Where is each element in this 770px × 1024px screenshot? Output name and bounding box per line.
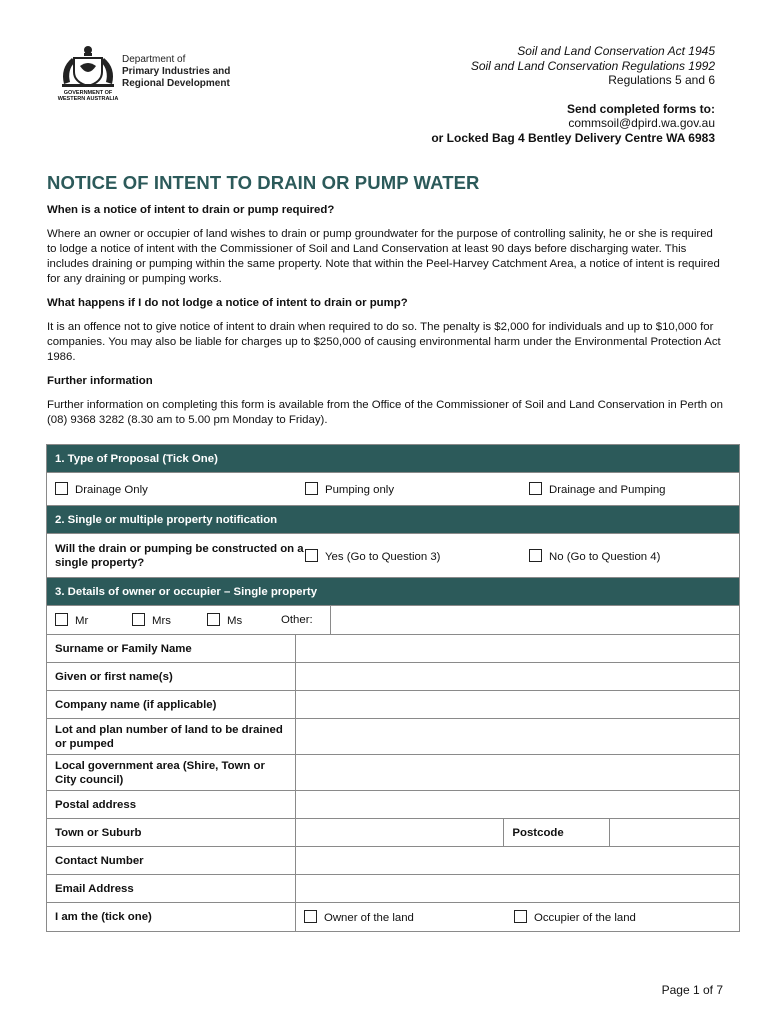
postcode-label: Postcode (504, 819, 610, 847)
no-checkbox[interactable] (529, 549, 542, 562)
answer-when-required: Where an owner or occupier of land wishes to drain or pump groundwater for the purpose of controlling salinity, he or she is required to lodge a notice of intent with the Commissioner of Soil and Land Conservation at least 90 days before discharging water. This includes draining or pumping within the same property. Note that within the Peel-Harvey Catchment Area, a notice of intent is required for any draining or pumping works. (47, 228, 720, 285)
regulations-name: Soil and Land Conservation Regulations 1992 (470, 58, 715, 73)
further-info-heading: Further information (47, 375, 153, 387)
page-title: NOTICE OF INTENT TO DRAIN OR PUMP WATER (47, 172, 480, 193)
further-info-text: Further information on completing this form is available from the Office of the Commissioner of Soil and Land Conservation in Perth on (08) 9368 3282 (8.30 am to 5.00 pm Monday to Friday). (47, 399, 723, 426)
notice-form: 1. Type of Proposal (Tick One) Drainage Only Pumping only Drainage and Pumping 2. Single or multiple property notification Will the drain or pumping be constructed on a single property? Yes (Go to Question 3) No (Go to Question 4) 3. Details of owner or occupier – Single property Mr Mrs Ms Other: Surname or Family Name Given or first name(s) Company name (if applicable) Lot and plan number of land to be drained or pumped Local government area (Shire, Town or City council) Postal address Town or Suburb Postcode Contact Number Email Address I am the (tick one) Owner of the land Occupier of the land (46, 444, 740, 932)
drainage-and-pumping-checkbox[interactable] (529, 482, 542, 495)
mrs-checkbox[interactable] (132, 613, 145, 626)
intro-text (47, 203, 723, 437)
pumping-only-checkbox[interactable] (305, 482, 318, 495)
town-label: Town or Suburb (47, 819, 296, 847)
i-am-label: I am the (tick one) (47, 903, 296, 932)
question-penalty: What happens if I do not lodge a notice of intent to drain or pump? (47, 297, 408, 309)
postal-bag: or Locked Bag 4 Bentley Delivery Centre WA 6983 (431, 130, 715, 145)
send-label: Send completed forms to: (566, 101, 715, 116)
mr-checkbox[interactable] (55, 613, 68, 626)
question-when-required: When is a notice of intent to drain or pump required? (47, 204, 335, 216)
section1-heading: 1. Type of Proposal (Tick One) (47, 445, 740, 473)
contact-number-input[interactable] (295, 847, 739, 875)
other-title-input[interactable] (330, 606, 739, 635)
dpird-logo (56, 44, 256, 106)
ms-checkbox[interactable] (207, 613, 220, 626)
town-input[interactable] (295, 819, 503, 847)
answer-penalty: It is an offence not to give notice of intent to drain when required to do so. The penalty is $2,000 for individuals and up to $10,000 for companies. You may also be liable for charges up to $250,000 of causing environmental harm under the Environmental Protection Act 1986. (47, 321, 721, 363)
coat-of-arms-icon (56, 44, 120, 90)
surname-input[interactable] (295, 635, 739, 663)
act-name: Soil and Land Conservation Act 1945 (517, 44, 715, 58)
page-number: Page 1 of 7 (661, 983, 723, 997)
email-address-input[interactable] (295, 875, 739, 903)
surname-label: Surname or Family Name (47, 635, 296, 663)
email-address-label: Email Address (47, 875, 296, 903)
email-link[interactable]: commsoil@dpird.wa.gov.au (568, 116, 715, 130)
occupier-checkbox[interactable] (514, 910, 527, 923)
given-name-input[interactable] (295, 663, 739, 691)
legislation-header (431, 44, 715, 145)
given-name-label: Given or first name(s) (47, 663, 296, 691)
single-property-question: Will the drain or pumping be constructed on a single property? (55, 542, 304, 569)
drainage-only-checkbox[interactable] (55, 482, 68, 495)
other-title-label: Other: (281, 614, 313, 626)
section2-heading: 2. Single or multiple property notification (47, 506, 740, 534)
postal-address-input[interactable] (295, 791, 739, 819)
company-label: Company name (if applicable) (47, 691, 296, 719)
section3-heading: 3. Details of owner or occupier – Single property (47, 578, 740, 606)
local-government-input[interactable] (295, 755, 739, 791)
regulations-number: Regulations 5 and 6 (608, 73, 715, 87)
contact-number-label: Contact Number (47, 847, 296, 875)
local-government-label: Local government area (Shire, Town or City council) (47, 755, 296, 791)
government-label: GOVERNMENT OF WESTERN AUSTRALIA (57, 90, 119, 102)
department-name: Department of Primary Industries and Regional Development (122, 54, 231, 89)
postcode-input[interactable] (610, 819, 740, 847)
yes-checkbox[interactable] (305, 549, 318, 562)
lot-plan-input[interactable] (295, 719, 739, 755)
owner-checkbox[interactable] (304, 910, 317, 923)
lot-plan-label: Lot and plan number of land to be drained or pumped (47, 719, 296, 755)
postal-address-label: Postal address (47, 791, 296, 819)
company-input[interactable] (295, 691, 739, 719)
